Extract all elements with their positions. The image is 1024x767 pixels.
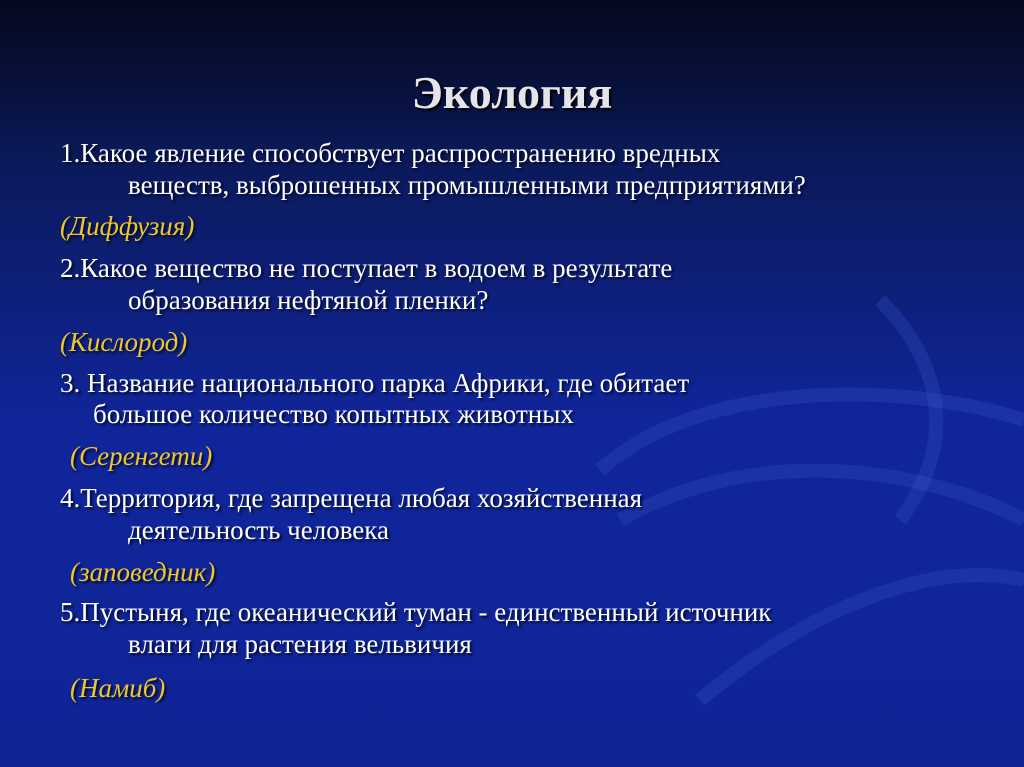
question-1-line-1: 1.Какое явление способствует распространению вредных: [60, 138, 721, 168]
question-4-line-2: деятельность человека: [128, 515, 389, 545]
question-1-line-2: веществ, выброшенных промышленными предприятиями?: [128, 170, 806, 200]
answer-4: (заповедник): [70, 557, 216, 587]
question-4-line-1: 4.Территория, где запрещена любая хозяйственная: [60, 483, 643, 513]
question-5-line-1: 5.Пустыня, где океанический туман - единственный источник: [60, 597, 772, 627]
question-3-line-2: большое количество копытных животных: [93, 399, 574, 429]
answer-3: (Серенгети): [70, 441, 213, 471]
question-3-line-1: 3. Название национального парка Африки, где обитает: [60, 368, 690, 398]
answer-1: (Диффузия): [60, 211, 195, 241]
question-2-line-2: образования нефтяной пленки?: [128, 285, 489, 315]
question-2-line-1: 2.Какое вещество не поступает в водоем в результате: [60, 253, 673, 283]
answer-5: (Намиб): [70, 673, 166, 703]
question-5-line-2: влаги для растения вельвичия: [128, 629, 472, 659]
slide-title: Экология: [411, 67, 613, 118]
answer-2: (Кислород): [60, 327, 188, 357]
